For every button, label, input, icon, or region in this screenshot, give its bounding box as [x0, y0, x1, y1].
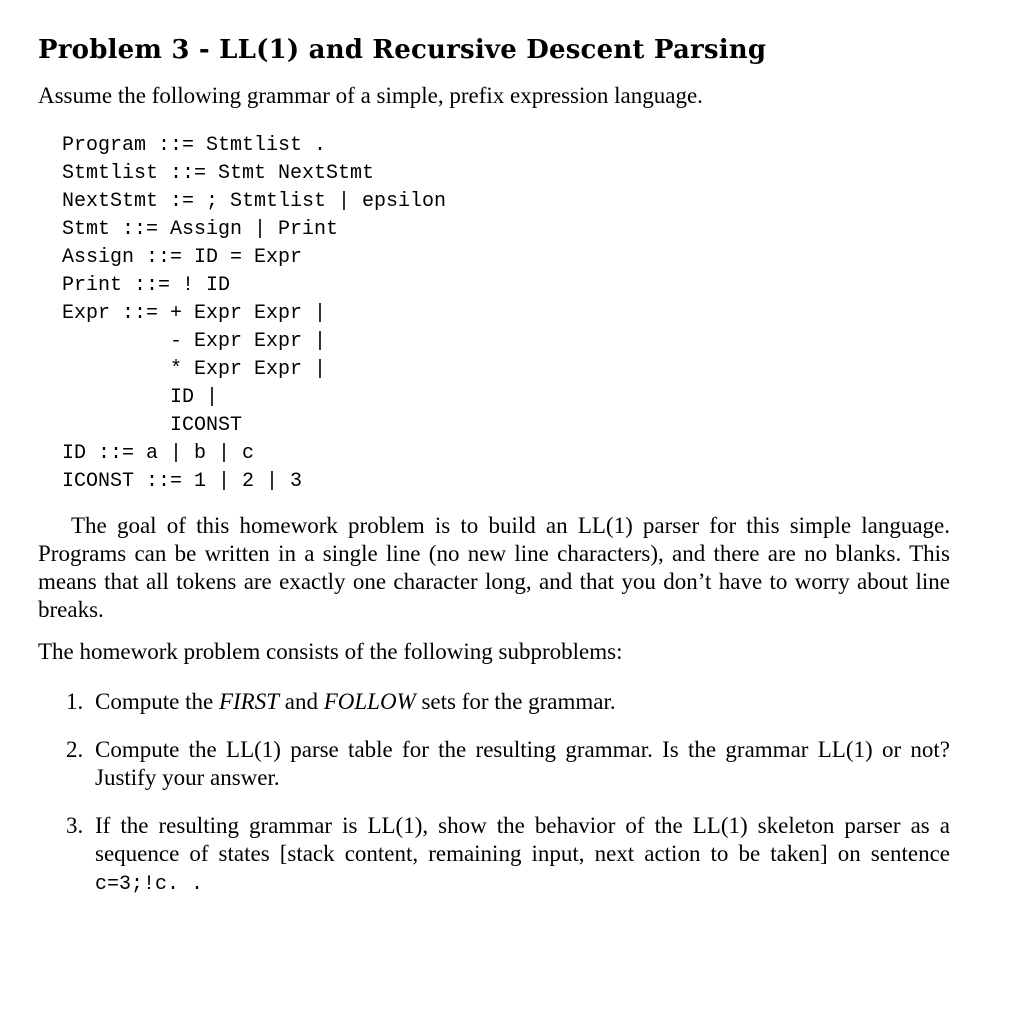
subproblem-number: 3.	[66, 813, 84, 838]
document-page	[38, 30, 950, 919]
subproblem-list	[38, 688, 950, 899]
grammar-line: Assign ::= ID = Expr	[62, 246, 303, 269]
grammar-line: Stmt ::= Assign | Print	[62, 218, 339, 241]
grammar-line: Print ::= ! ID	[62, 274, 231, 297]
problem-intro: Assume the following grammar of a simple, prefix expression language.	[38, 83, 703, 108]
subproblem-item-1	[38, 688, 950, 716]
grammar-block	[62, 132, 950, 496]
grammar-line: - Expr Expr |	[62, 330, 327, 353]
subproblem-number: 2.	[66, 737, 84, 762]
subproblem-number: 1.	[66, 689, 84, 714]
subproblem-item-3	[38, 812, 950, 899]
grammar-line: ID ::= a | b | c	[62, 442, 255, 465]
subproblem-text: sets for the grammar.	[415, 689, 616, 714]
follow-term: FOLLOW	[323, 689, 416, 714]
grammar-line: Expr ::= + Expr Expr |	[62, 302, 327, 325]
example-sentence: c=3;!c. .	[95, 873, 204, 896]
subproblem-text: Compute the	[95, 689, 219, 714]
subproblem-item-2	[38, 736, 950, 792]
problem-title: Problem 3 - LL(1) and Recursive Descent Parsing	[38, 35, 767, 65]
grammar-line: ICONST ::= 1 | 2 | 3	[62, 470, 303, 493]
grammar-line: ID |	[62, 386, 219, 409]
subproblem-text: If the resulting grammar is LL(1), show the behavior of the LL(1) skeleton parser as a sequence of states [stack content, remaining input, next action to be taken] on sentence	[95, 813, 950, 866]
subproblem-text: and	[279, 689, 324, 714]
grammar-line: Stmtlist ::= Stmt NextStmt	[62, 162, 375, 185]
subproblem-text: Compute the LL(1) parse table for the resulting grammar. Is the grammar LL(1) or not? Justify your answer.	[95, 737, 950, 790]
grammar-line: * Expr Expr |	[62, 358, 327, 381]
grammar-line: Program ::= Stmtlist .	[62, 134, 327, 157]
goal-paragraph: The goal of this homework problem is to build an LL(1) parser for this simple language. Programs can be written in a single line (no new line characters), and there are no blanks. This means that all tokens are exactly one character long, and that you don’t have to worry about line breaks.	[38, 513, 950, 622]
grammar-line: NextStmt := ; Stmtlist | epsilon	[62, 190, 447, 213]
first-term: FIRST	[218, 689, 279, 714]
grammar-line: ICONST	[62, 414, 243, 437]
subproblems-intro: The homework problem consists of the following subproblems:	[38, 639, 623, 664]
